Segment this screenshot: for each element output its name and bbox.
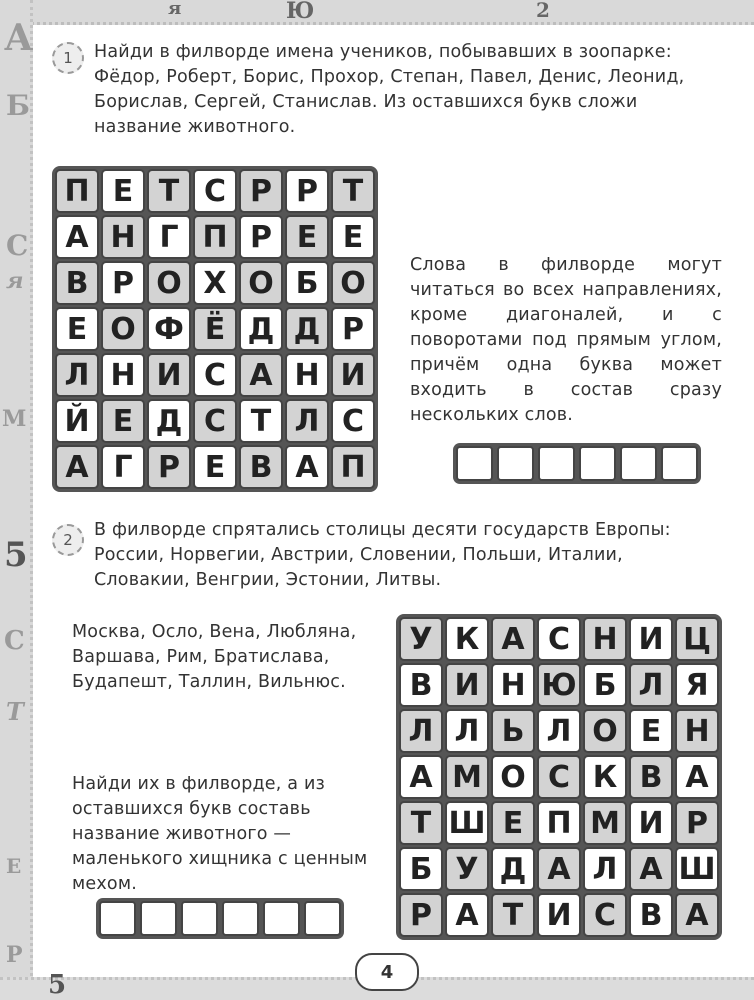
grid-cell[interactable]: Ь: [491, 709, 535, 753]
grid-cell[interactable]: И: [147, 353, 191, 397]
grid-cell[interactable]: В: [399, 663, 443, 707]
grid-cell[interactable]: Л: [399, 709, 443, 753]
grid-cell[interactable]: П: [331, 445, 375, 489]
grid-cell[interactable]: А: [445, 893, 489, 937]
grid-cell[interactable]: Е: [491, 801, 535, 845]
grid-cell[interactable]: Н: [101, 215, 145, 259]
deco-letter: М: [2, 406, 27, 432]
grid-cell[interactable]: Е: [285, 215, 329, 259]
deco-letter: Т: [6, 697, 24, 726]
deco-letter: Р: [6, 942, 23, 968]
grid-cell[interactable]: Е: [55, 307, 99, 351]
grid-cell[interactable]: Р: [101, 261, 145, 305]
grid-cell[interactable]: С: [537, 755, 581, 799]
grid-cell[interactable]: Л: [445, 709, 489, 753]
grid-cell[interactable]: А: [285, 445, 329, 489]
grid-cell[interactable]: Ю: [537, 663, 581, 707]
deco-letter: Б: [6, 89, 30, 122]
task-2-number-badge: 2: [52, 524, 84, 556]
grid-cell[interactable]: К: [583, 755, 627, 799]
grid-cell[interactable]: А: [675, 893, 719, 937]
grid-cell[interactable]: О: [331, 261, 375, 305]
grid-cell[interactable]: А: [55, 445, 99, 489]
grid-cell[interactable]: А: [239, 353, 283, 397]
grid-cell[interactable]: Ё: [193, 307, 237, 351]
grid-cell[interactable]: Х: [193, 261, 237, 305]
answer-box[interactable]: [661, 446, 698, 481]
grid-cell[interactable]: И: [629, 801, 673, 845]
grid-cell[interactable]: Л: [285, 399, 329, 443]
answer-box[interactable]: [181, 901, 218, 936]
grid-cell[interactable]: Е: [629, 709, 673, 753]
task-1-fillword-grid: [52, 166, 378, 492]
answer-box[interactable]: [579, 446, 616, 481]
grid-cell[interactable]: Р: [285, 169, 329, 213]
grid-cell[interactable]: Й: [55, 399, 99, 443]
grid-cell[interactable]: Д: [239, 307, 283, 351]
grid-cell[interactable]: О: [583, 709, 627, 753]
grid-cell[interactable]: Т: [331, 169, 375, 213]
grid-cell[interactable]: Н: [583, 617, 627, 661]
grid-cell[interactable]: Л: [55, 353, 99, 397]
grid-cell[interactable]: В: [629, 893, 673, 937]
grid-cell[interactable]: Т: [399, 801, 443, 845]
answer-box[interactable]: [304, 901, 341, 936]
grid-cell[interactable]: С: [583, 893, 627, 937]
grid-cell[interactable]: А: [629, 847, 673, 891]
grid-cell[interactable]: Б: [399, 847, 443, 891]
grid-cell[interactable]: Е: [101, 399, 145, 443]
grid-cell[interactable]: П: [193, 215, 237, 259]
task-2-text: В филворде спрятались столицы десяти государств Европы: России, Норвегии, Австрии, Словении, Польши, Италии, Словакии, Венгрии, Эстонии, Литвы.: [94, 520, 671, 590]
deco-letter: 2: [536, 0, 550, 22]
grid-cell[interactable]: Г: [147, 215, 191, 259]
grid-cell[interactable]: Н: [491, 663, 535, 707]
grid-cell[interactable]: У: [399, 617, 443, 661]
grid-cell[interactable]: Р: [331, 307, 375, 351]
task-1-number-badge: 1: [52, 42, 84, 74]
grid-cell[interactable]: М: [583, 801, 627, 845]
grid-cell[interactable]: Ш: [445, 801, 489, 845]
grid-cell[interactable]: Д: [491, 847, 535, 891]
answer-box[interactable]: [620, 446, 657, 481]
deco-letter: 5: [4, 535, 28, 575]
grid-cell[interactable]: Я: [675, 663, 719, 707]
answer-box[interactable]: [456, 446, 493, 481]
grid-cell[interactable]: И: [629, 617, 673, 661]
grid-cell[interactable]: С: [331, 399, 375, 443]
page-number: 4: [355, 953, 419, 991]
grid-cell[interactable]: Л: [629, 663, 673, 707]
task-2-fillword-grid: [396, 614, 722, 940]
task-1-rules-text: Слова в филворде могут читаться во всех направлениях, кроме диагоналей, и с поворотами под прямым углом, причём одна буква может входить в состав сразу нескольких слов.: [410, 255, 722, 425]
task-2-cities-list: Москва, Осло, Вена, Любляна, Варшава, Рим, Братислава, Будапешт, Таллин, Вильнюс.: [72, 622, 357, 692]
grid-cell[interactable]: П: [537, 801, 581, 845]
left-border: [0, 0, 33, 1000]
grid-cell[interactable]: О: [101, 307, 145, 351]
grid-cell[interactable]: Н: [101, 353, 145, 397]
answer-box[interactable]: [222, 901, 259, 936]
answer-box[interactable]: [99, 901, 136, 936]
grid-cell[interactable]: А: [399, 755, 443, 799]
grid-cell[interactable]: Л: [583, 847, 627, 891]
grid-cell[interactable]: Т: [147, 169, 191, 213]
deco-letter: С: [4, 626, 25, 656]
answer-box[interactable]: [497, 446, 534, 481]
grid-cell[interactable]: А: [491, 617, 535, 661]
grid-cell[interactable]: Д: [147, 399, 191, 443]
grid-cell[interactable]: М: [445, 755, 489, 799]
grid-cell[interactable]: Е: [101, 169, 145, 213]
grid-cell[interactable]: Г: [101, 445, 145, 489]
grid-cell[interactable]: О: [491, 755, 535, 799]
grid-cell[interactable]: А: [675, 755, 719, 799]
grid-cell[interactable]: Д: [285, 307, 329, 351]
top-border: [0, 0, 754, 25]
grid-cell[interactable]: П: [55, 169, 99, 213]
grid-cell[interactable]: Б: [583, 663, 627, 707]
answer-box[interactable]: [140, 901, 177, 936]
task-1-answer-boxes: [453, 443, 701, 484]
deco-letter: я: [168, 0, 182, 19]
grid-cell[interactable]: В: [629, 755, 673, 799]
deco-letter: Ю: [286, 0, 315, 24]
grid-cell[interactable]: И: [331, 353, 375, 397]
task-1-text: Найди в филворде имена учеников, побывавших в зоопарке: Фёдор, Роберт, Борис, Прохор, Степан, Павел, Денис, Леонид, Борислав, Сергей, Станислав. Из оставшихся букв сложи название животного.: [94, 42, 685, 137]
grid-cell[interactable]: Е: [331, 215, 375, 259]
grid-cell[interactable]: С: [193, 399, 237, 443]
task-2-answer-boxes: [96, 898, 344, 939]
task-2-instruction: Найди их в филворде, а из оставшихся букв составь название животного — маленького хищника с ценным мехом.: [72, 774, 368, 894]
grid-cell[interactable]: Ф: [147, 307, 191, 351]
grid-cell[interactable]: Р: [239, 215, 283, 259]
grid-cell[interactable]: С: [537, 617, 581, 661]
grid-cell[interactable]: С: [193, 353, 237, 397]
grid-cell[interactable]: К: [445, 617, 489, 661]
grid-cell[interactable]: Ш: [675, 847, 719, 891]
grid-cell[interactable]: Л: [537, 709, 581, 753]
grid-cell[interactable]: С: [193, 169, 237, 213]
deco-letter: А: [4, 17, 34, 59]
grid-cell[interactable]: Т: [491, 893, 535, 937]
grid-cell[interactable]: У: [445, 847, 489, 891]
grid-cell[interactable]: А: [537, 847, 581, 891]
grid-cell[interactable]: Т: [239, 399, 283, 443]
grid-cell[interactable]: В: [55, 261, 99, 305]
grid-cell[interactable]: Р: [675, 801, 719, 845]
grid-cell[interactable]: А: [55, 215, 99, 259]
grid-cell[interactable]: И: [445, 663, 489, 707]
grid-cell[interactable]: Р: [147, 445, 191, 489]
grid-cell[interactable]: И: [537, 893, 581, 937]
deco-letter: я: [6, 268, 24, 294]
grid-cell[interactable]: Б: [285, 261, 329, 305]
grid-cell[interactable]: В: [239, 445, 283, 489]
grid-cell[interactable]: Е: [193, 445, 237, 489]
grid-cell[interactable]: О: [147, 261, 191, 305]
deco-letter: С: [6, 229, 29, 262]
grid-cell[interactable]: О: [239, 261, 283, 305]
deco-letter: 5: [48, 970, 67, 1000]
answer-box[interactable]: [263, 901, 300, 936]
answer-box[interactable]: [538, 446, 575, 481]
grid-cell[interactable]: Н: [285, 353, 329, 397]
grid-cell[interactable]: Н: [675, 709, 719, 753]
grid-cell[interactable]: Ц: [675, 617, 719, 661]
grid-cell[interactable]: Р: [239, 169, 283, 213]
deco-letter: Е: [6, 854, 22, 878]
grid-cell[interactable]: Р: [399, 893, 443, 937]
